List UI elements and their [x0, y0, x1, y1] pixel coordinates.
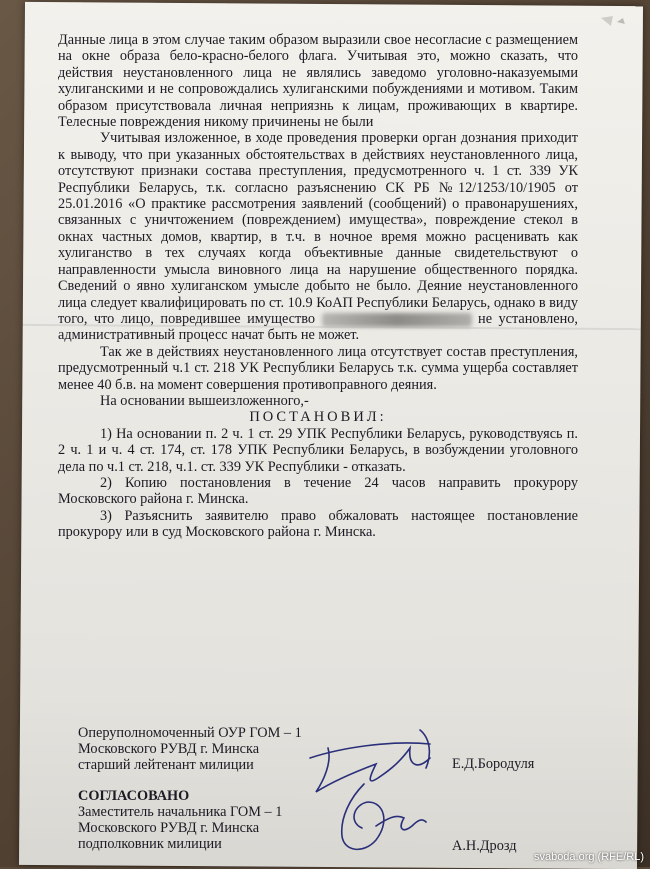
document-body: [58, 32, 578, 541]
officer-block: [78, 725, 302, 773]
approval-department: Московского РУВД г. Минска: [78, 820, 260, 836]
approval-rank: подполковник милиции: [78, 836, 222, 852]
approval-name: А.Н.Дрозд: [452, 838, 517, 854]
resolution-item-2: 2) Копию постановления в течение 24 часов направить прокурору Московского района г. Минска.: [58, 474, 578, 508]
paragraph-conclusion-text: Учитывая изложенное, в ходе проведения проверки орган дознания приходит к выводу, что при указанных обстоятельствах в действиях неустановленного лица, отсутствуют признаки состава преступления, предусмотренного ч. 1 ст. 339 УК Республики Беларусь, т.к. согласно разъяснению СК РБ №12/1253/10/1905 от 25.01.2016 «О практике рассмотрения заявлений (сообщений) о правонарушениях, связанных с уничтожением (повреждением) имущества», повреждение стекол в окнах частных домов, квартир, в т.ч. в ночное время можно расценивать как хулиганство в тех случаях когда объективные данные свидетельствуют о направленности умысла виновного лица на нарушение общественного порядка. Сведений о явно хулиганском умысле добыто не было. Деяние неустановленного лица следует квалифицировать по ст. 10.9 КоАП Республики Беларусь, однако в виду того, что лицо, повредившее имущество: [58, 130, 578, 327]
paragraph-art218: Так же в действиях неустановленного лица отсутствует состав преступления, предусмотренный ч.1 ст. 218 УК Республики Беларусь т.к. сумма ущерба составляет менее 40 б.в. на момент совершения противоправного деяния.: [58, 343, 578, 393]
resolution-item-3: 3) Разъяснить заявителю право обжаловать настоящее постановление прокурору или в суд Московского района г. Минска.: [58, 507, 578, 541]
redacted-text: [322, 313, 472, 327]
officer-position: Оперуполномоченный ОУР ГОМ – 1: [78, 725, 302, 741]
handwritten-signature: [280, 718, 470, 863]
resolution-heading: ПОСТАНОВИЛ:: [249, 409, 387, 426]
approval-title: СОГЛАСОВАНО: [78, 788, 190, 804]
officer-department: Московского РУВД г. Минска: [78, 741, 260, 757]
paragraph-intro: Данные лица в этом случае таким образом выразили свое несогласие с размещением на окне образа бело-красно-белого флага. Учитывая это, можно сказать, что действия неустановленного лица не являлись заведомо уголовно-наказуемыми хулиганскими и не сопровождались хулиганскими побуждениями и мотивом. Таким образом присутствовала личная неприязнь к лицам, проживающих в квартире. Телесные повреждения никому причинены не были: [58, 32, 578, 131]
watermark: svaboda.org (RFE/RL): [533, 851, 644, 863]
approval-position: Заместитель начальника ГОМ – 1: [78, 804, 283, 820]
officer-name: Е.Д.Бородуля: [452, 756, 535, 772]
approval-block: [78, 788, 282, 852]
officer-rank: старший лейтенант милиции: [78, 757, 254, 773]
torn-corner-icon: [593, 12, 639, 38]
paragraph-conclusion-end: не установлено, административный процесс начат быть не может.: [58, 310, 578, 344]
paragraph-conclusion: [58, 130, 578, 343]
basis-line: На основании вышеизложенного,-: [100, 392, 309, 409]
resolution-item-1: 1) На основании п. 2 ч. 1 ст. 29 УПК Республики Беларусь, руководствуясь п. 2 ч. 1 и ч. 4 ст. 174, ст. 178 УПК Республики Беларусь, в возбуждении уголовного дела по ч.1 ст. 218, ч.1. ст. 339 УК Республики - отказать.: [58, 425, 578, 475]
